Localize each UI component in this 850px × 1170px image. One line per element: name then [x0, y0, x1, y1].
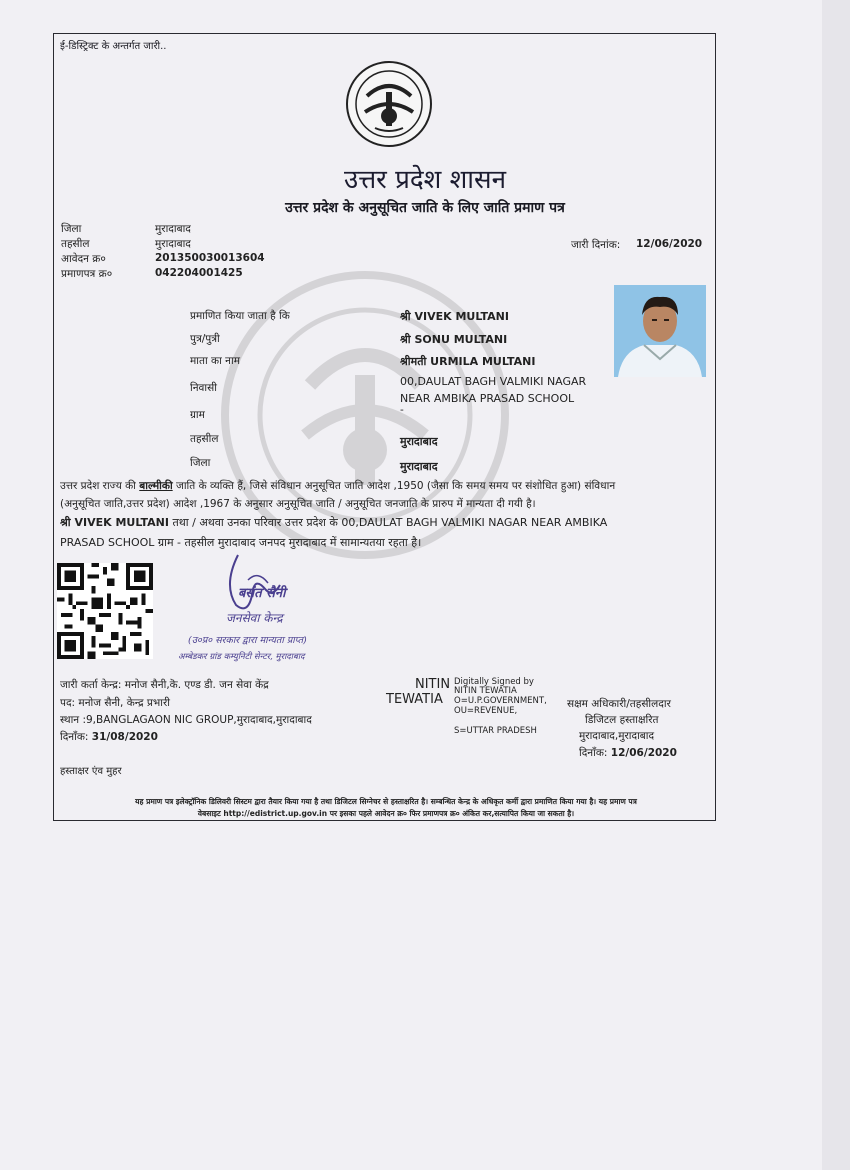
- stamp-line-2: जनसेवा केन्द्र: [226, 611, 283, 625]
- header-note: ई-डिस्ट्रिक्ट के अन्तर्गत जारी..: [60, 41, 167, 52]
- issuer-post: पद: मनोज सैनी, केन्द्र प्रभारी: [60, 697, 171, 709]
- seva-kendra-stamp: [178, 545, 388, 673]
- para1-line2: (अनुसूचित जाति,उत्तर प्रदेश) आदेश ,1967 के अनुसार अनुसूचित जाति / अनुसूचित जनजाति के प्रारुप में मान्यता दी गयी है।: [60, 498, 536, 510]
- village-label: ग्राम: [190, 409, 205, 421]
- son-value: श्री SONU MULTANI: [400, 333, 508, 346]
- dsig-detail-5: S=UTTAR PRADESH: [454, 726, 537, 736]
- tehsil-value: मुरादाबाद: [400, 435, 438, 448]
- up-government-emblem-icon: [345, 60, 433, 148]
- meta-tehsil-label: तहसील: [61, 238, 90, 250]
- dsig-name-line-2: TEWATIA: [386, 692, 443, 707]
- issue-date-value: 12/06/2020: [636, 238, 703, 250]
- sign-and-seal-label: हस्ताक्षर एंव मुहर: [60, 766, 122, 777]
- district-label: जिला: [190, 457, 211, 469]
- meta-application-value: 201350030013604: [155, 252, 265, 264]
- authority-date: [579, 746, 677, 760]
- para1-prefix: उत्तर प्रदेश राज्य की: [60, 480, 136, 492]
- certificate-title: उत्तर प्रदेश के अनुसूचित जाति के लिए जाति प्रमाण पत्र: [285, 200, 565, 216]
- district-value: मुरादाबाद: [400, 460, 438, 473]
- meta-tehsil-value: मुरादाबाद: [155, 238, 191, 250]
- authority-date-value: 12/06/2020: [610, 747, 677, 759]
- authority-line-2: डिजिटल हस्ताक्षरित: [585, 714, 659, 726]
- certified-label: प्रमाणित किया जाता है कि: [190, 310, 290, 322]
- para2-line1: तथा / अथवा उनका परिवार उत्तर प्रदेश के 00,DAULAT BAGH VALMIKI NAGAR NEAR AMBIKA: [172, 516, 608, 529]
- resident-label: निवासी: [190, 382, 217, 394]
- stamp-line-4: अम्बेडकर ग्रांड कम्युनिटी सेन्टर, मुरादाबाद: [178, 652, 305, 662]
- authority-line-1: सक्षम अधिकारी/तहसीलदार: [567, 698, 671, 710]
- resident-line-1: 00,DAULAT BAGH VALMIKI NAGAR: [400, 375, 587, 388]
- para1-line1: जाति के व्यक्ति हैं, जिसे संविधान अनुसूचित जाति आदेश ,1950 (जैसा कि समय समय पर संशोधित हुआ) संविधान: [176, 480, 616, 492]
- issuer-date-label: दिनाँक:: [60, 731, 89, 743]
- stamp-line-3: (उ०प्र० सरकार द्वारा मान्यता प्राप्त): [188, 635, 307, 646]
- certified-value: श्री VIVEK MULTANI: [400, 310, 509, 323]
- tehsil-label: तहसील: [190, 433, 219, 445]
- dsig-detail-3: O=U.P.GOVERNMENT,: [454, 696, 547, 706]
- footer-line-1: यह प्रमाण पत्र इलेक्ट्रॉनिक डिलिवरी सिस्टम द्वारा तैयार किया गया है तथा डिजिटल सिग्नेचर से हस्ताक्षरित है। सम्बन्धित केन्द्र के अधिकृत कर्मी द्वारा प्रमाणित किया गया है। यह प्रमाण पत्र: [135, 797, 637, 806]
- para2-line2: PRASAD SCHOOL ग्राम - तहसील मुरादाबाद जनपद मुरादाबाद में सामान्यतया रहता है।: [60, 536, 422, 549]
- son-label: पुत्र/पुत्री: [190, 333, 220, 345]
- dsig-name-line-1: NITIN: [415, 677, 451, 692]
- issuer-center: जारी कर्ता केन्द्र: मनोज सैनी,कॆ. एण्ड डी. जन सेवा केंद्र: [60, 679, 269, 691]
- mother-label: माता का नाम: [190, 355, 240, 367]
- issuer-date-value: 31/08/2020: [91, 731, 158, 743]
- meta-certificate-value: 042204001425: [155, 267, 243, 279]
- dsig-detail-2: NITIN TEWATIA: [454, 686, 517, 696]
- dsig-detail-1: Digitally Signed by: [454, 677, 534, 687]
- village-value: -: [400, 404, 404, 416]
- stamp-line-1: बसंत सैनी: [238, 586, 286, 601]
- mother-value: श्रीमती URMILA MULTANI: [400, 355, 536, 368]
- resident-line-2: NEAR AMBIKA PRASAD SCHOOL: [400, 392, 575, 405]
- meta-district-label: जिला: [61, 223, 82, 235]
- caste-name: बाल्मीकी: [139, 480, 173, 492]
- meta-application-label: आवेदन क्र०: [61, 253, 106, 265]
- issuer-place: स्थान :9,BANGLAGAON NIC GROUP,मुरादाबाद,मुरादाबाद: [60, 714, 312, 726]
- caste-paragraph: [60, 477, 714, 513]
- qr-code: [57, 563, 153, 659]
- meta-district-value: मुरादाबाद: [155, 223, 191, 235]
- verification-footer: [60, 796, 712, 820]
- footer-line-2: वेबसाइट http://edistrict.up.gov.in पर इसका पहले आवेदन क्र० फिर प्रमाणपत्र क्र० अंकित कर,सत्यापित किया जा सकता है।: [197, 809, 575, 818]
- dsig-detail-4: OU=REVENUE,: [454, 706, 518, 716]
- para2-name: श्री VIVEK MULTANI: [60, 516, 169, 529]
- issue-date-label: जारी दिनांक:: [571, 239, 621, 251]
- government-title: उत्तर प्रदेश शासन: [343, 165, 507, 195]
- meta-certificate-label: प्रमाणपत्र क्र०: [61, 268, 113, 280]
- signature-scribble-icon: [218, 545, 288, 615]
- authority-date-label: दिनाँक:: [579, 747, 608, 759]
- authority-line-3: मुरादाबाद,मुरादाबाद: [579, 730, 655, 742]
- issuer-date: [60, 730, 158, 744]
- applicant-photo: [614, 285, 706, 377]
